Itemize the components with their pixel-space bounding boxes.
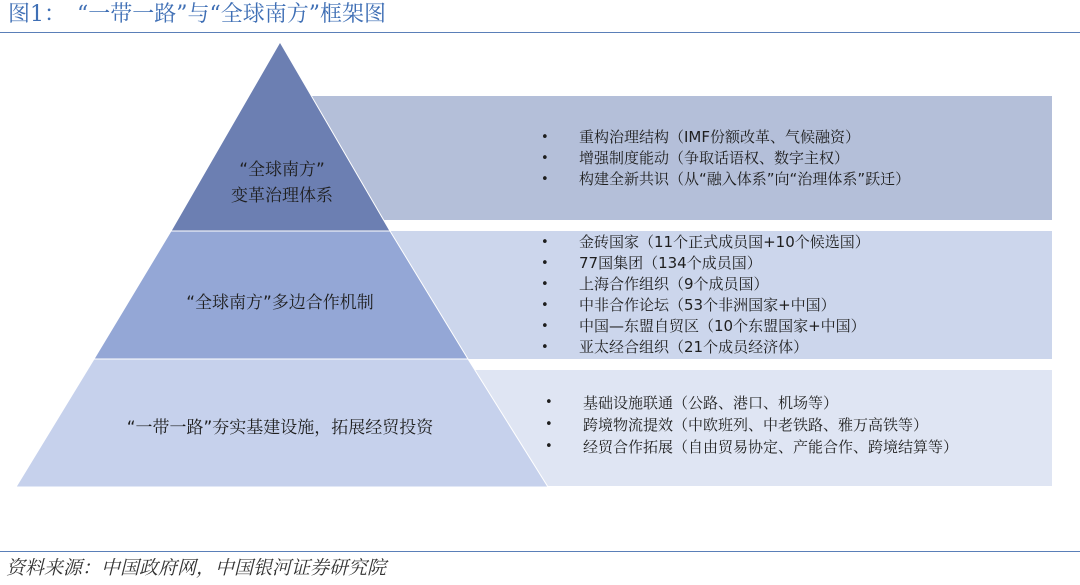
list-item: • 中非合作论坛（53个非洲国家+中国） bbox=[541, 295, 870, 316]
list-item: • 亚太经合组织（21个成员经济体） bbox=[541, 337, 870, 358]
bottom-rule bbox=[0, 551, 1080, 552]
figure-title: 图1： “一带一路”与“全球南方”框架图 bbox=[8, 2, 386, 27]
list-item: • 重构治理结构（IMF份额改革、气候融资） bbox=[541, 127, 910, 148]
tier-2-label: “全球南方”多边合作机制 bbox=[186, 293, 374, 313]
list-item: • 77国集团（134个成员国） bbox=[541, 253, 870, 274]
source-note: 资料来源：中国政府网，中国银河证券研究院 bbox=[6, 557, 387, 579]
tier-3-label: “一带一路”夯实基建设施，拓展经贸投资 bbox=[126, 418, 434, 438]
tier-1-label-line2: 变革治理体系 bbox=[231, 186, 333, 206]
list-item: • 基础设施联通（公路、港口、机场等） bbox=[545, 392, 958, 414]
tier-1-label-line1: “全球南方” bbox=[239, 160, 325, 180]
tier-1-bullet-list bbox=[541, 127, 910, 190]
tier-1-label bbox=[192, 157, 372, 209]
list-item: • 金砖国家（11个正式成员国+10个候选国） bbox=[541, 232, 870, 253]
list-item: • 构建全新共识（从“融入体系”向“治理体系”跃迁） bbox=[541, 169, 910, 190]
tier-2-bullet-list bbox=[541, 232, 870, 358]
list-item: • 上海合作组织（9个成员国） bbox=[541, 274, 870, 295]
tier-3-bullet-list bbox=[545, 392, 958, 458]
list-item: • 经贸合作拓展（自由贸易协定、产能合作、跨境结算等） bbox=[545, 436, 958, 458]
list-item: • 中国—东盟自贸区（10个东盟国家+中国） bbox=[541, 316, 870, 337]
list-item: • 跨境物流提效（中欧班列、中老铁路、雅万高铁等） bbox=[545, 414, 958, 436]
list-item: • 增强制度能动（争取话语权、数字主权） bbox=[541, 148, 910, 169]
